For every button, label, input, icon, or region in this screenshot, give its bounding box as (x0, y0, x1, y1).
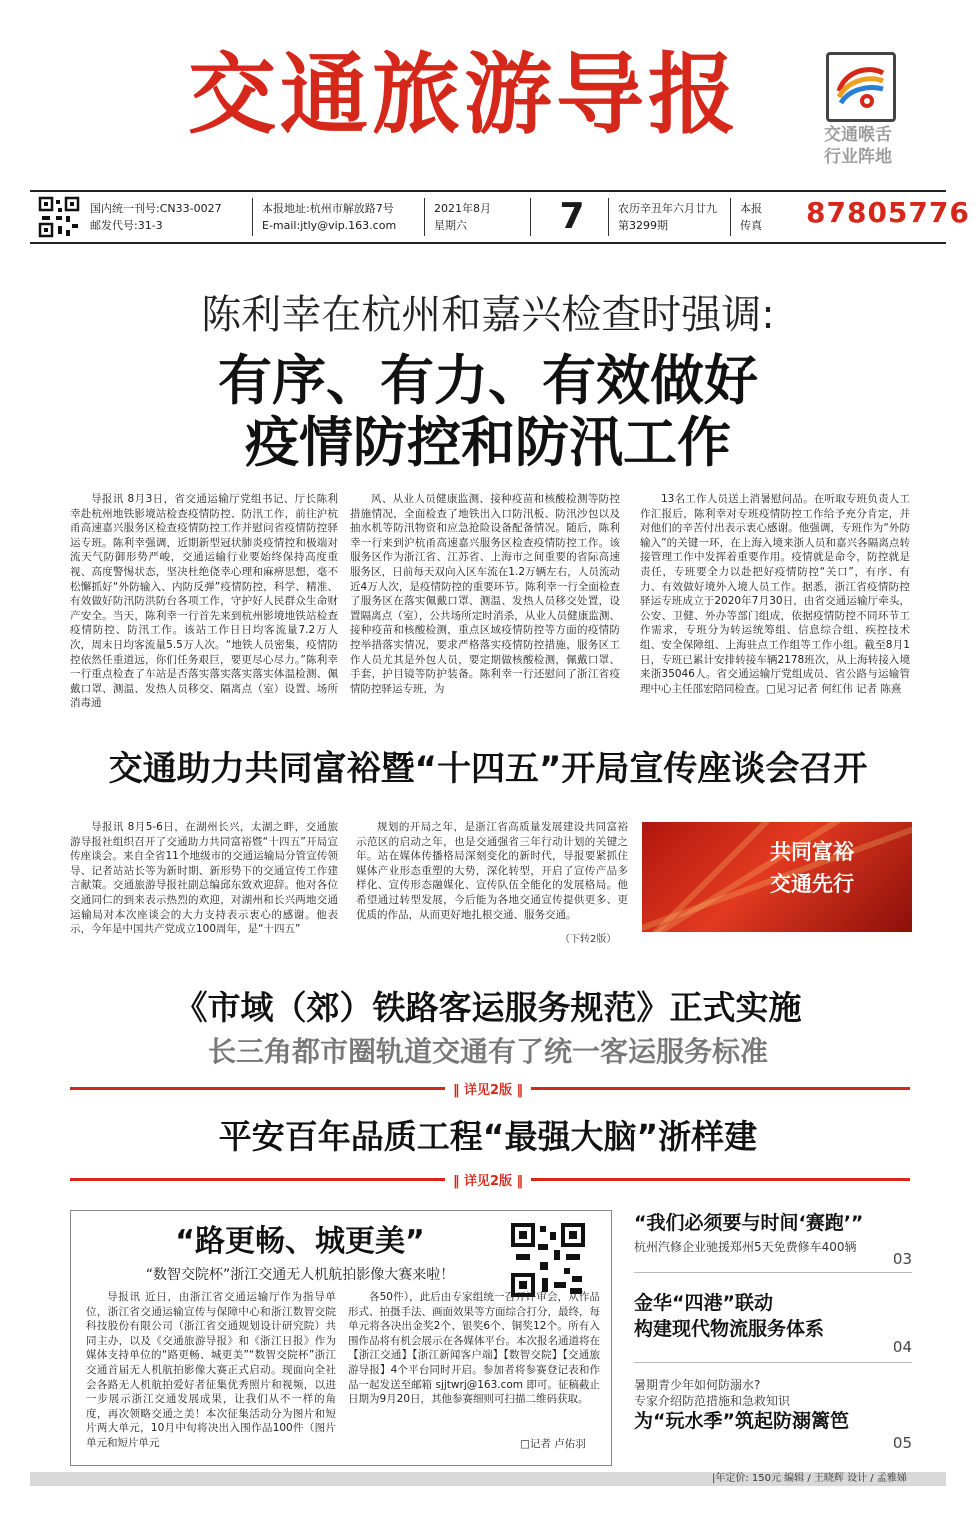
story1-column-1 (70, 492, 338, 718)
contest-col2-text: 各50件），此后由专家组统一召开评审会，从作品形式、拍摄手法、画面效果等方面综合打分，最终，每单元将各决出金奖2个、银奖6个、铜奖12个。所有入围作品将有机会展示在各媒体平台。本次报名通道将在【浙江交通】【浙江新闻客户端】【数智交院】【交通旅游导报】4个平台同时开启。参加者将参赛登记表和作品一起发送至邮箱 sjjtwrj@163.com 即可。征稿截止日期为9月20日，其他参赛细则可扫描二维码获取。 (348, 1291, 600, 1406)
contest-column-2 (348, 1290, 600, 1434)
story3-subheadline: 长三角都市圈轨道交通有了统一客运服务标准 (207, 1035, 768, 1068)
story1-headline-1[interactable]: 有序、有力、有效做好 (218, 349, 758, 412)
sidebar-3-summary-2: 专家介绍防范措施和急救知识 (634, 1394, 791, 1408)
qr-code-icon (38, 192, 84, 242)
contest-byline: □记者 卢佑羽 (520, 1438, 586, 1450)
page-number: 7 (559, 196, 585, 237)
story1-column-2 (350, 492, 620, 718)
story3-see-wrap (0, 1079, 976, 1098)
sidebar-3-summary-1: 暑期青少年如何防溺水? (634, 1378, 761, 1392)
fax-label-2: 传真 (740, 219, 762, 232)
story4-headline[interactable]: 平安百年品质工程“最强大脑”浙样建 (218, 1117, 758, 1156)
banner-line-2: 交通先行 (770, 871, 854, 896)
slogan-line-2: 行业阵地 (824, 147, 892, 167)
address: 本报地址:杭州市解放路7号 (262, 202, 394, 215)
date: 2021年8月 (434, 202, 491, 215)
fax-label (740, 192, 780, 242)
sidebar-1-page[interactable]: 03 (892, 1250, 912, 1268)
sidebar-3-page[interactable]: 05 (892, 1434, 912, 1452)
story1-col2-text: 风、从业人员健康监测、接种疫苗和核酸检测等防控措施情况，全面检查了地铁出入口防汛板、防汛沙包以及抽水机等防汛物资和应急抢险设备配备情况。随后，陈利幸一行来到沪杭甬高速嘉兴服务区检查疫情防控工作。该服务区作为浙江省、江苏省、上海市之间重要的省际高速服务区，日前每天双向入区车流在1.2万辆左右，人员流动近4万人次，是疫情防控的重要环节。陈利幸一行全面检查了服务区在落实佩戴口罩、测温、发热人员移交处置，设置隔离点（室），公共场所定时消杀，从业人员健康监测、接种疫苗和核酸检测，重点区域疫情防控等方面的疫情防控举措落实情况，要求严格落实疫情防控措施，服务区工作人员尤其是外包人员，要定期做核酸检测，佩戴口罩、手套，护目镜等防护装备。陈利幸一行还慰问了浙江省疫情防控驿运专班，为 (350, 493, 620, 695)
story1-col1-text: 导报讯 8月3日，省交通运输厅党组书记、厅长陈利幸赴杭州地铁影境站检查疫情防控、防汛工作，前往沪杭甬高速嘉兴服务区检查疫情防控工作并慰问省疫情防控驿运专班。陈利幸强调，近期新型冠状肺炎疫情控和极端对流天气防御形势严峻，交通运输行业要始终保持高度重视、高度警惕状态，坚决杜绝侥幸心理和麻痹思想，毫不松懈抓好“外防输入、内防反弹”疫情防控，科学、精准、有效做好防汛防洪防台各项工作，守护好人民群众生命财产安全。当天，陈利幸一行首先来到杭州影境地铁站检查疫情防控、防汛工作。该站工作日日均客流量7.2万人次，周末日均客流量5.5万人次。“地铁人员密集，疫情防控依然任重道远，你们任务艰巨，要更尽心尽力。”陈利幸一行重点检查了车站是否落实落实落实落实体温检测、佩戴口罩、测温、发热人员移交、隔离点（室）设置、场所消毒通 (70, 493, 338, 710)
newspaper-logo-icon (826, 52, 896, 122)
story2-column-1 (70, 820, 338, 946)
masthead-title: 交通旅游导报 (188, 42, 741, 146)
issue-number: 第3299期 (618, 219, 668, 232)
banner-text (722, 836, 902, 900)
info-bar (30, 190, 970, 244)
story1-column-3 (640, 492, 910, 718)
story1-col3-text: 13名工作人员送上消暑慰问品。在听取专班负责人工作汇报后，陈利幸对专班疫情防控工作给予充分肯定，并对他们的辛苦付出表示衷心感谢。他强调，专班作为“外防输入”的关键一环，在上海入境来浙人员和嘉兴各隔离点转接管理工作中发挥着重要作用。疫情就是命令，防控就是责任，专班要全力以赴把好疫情防控“关口”，有序、有力、有效做好境外入境人员工作。据悉，浙江省疫情防控驿运专班成立于2020年7月30日，由省交通运输厅牵头，公安、卫健、外办等部门组成，依据疫情防控不同环节工作需求，专班分为转运统筹组、信息综合组、疾控技术组、安全保障组、上海驻点工作组等工作小组。截至8月1日，专班已累计安排转接车辆2178班次，从上海转接入境来浙35046人。省交通运输厅党组成员、省公路与运输管理中心主任邵宏陪同检查。□见习记者 何红伟 记者 陈熹 (640, 493, 910, 695)
story4-see-page[interactable]: ‖ 详见2版 ‖ (445, 1174, 531, 1189)
footer-credits: |年定价: 150元 编辑 / 王晓辉 设计 / 孟雅娣 (712, 1473, 907, 1484)
story2-banner-image (642, 822, 912, 932)
contest-headline[interactable]: “路更畅、城更美” (175, 1224, 425, 1259)
sidebar-2-title-1[interactable]: 金华“四港”联动 (634, 1292, 773, 1314)
contest-qr-code-icon[interactable] (510, 1222, 586, 1298)
sidebar-3-title[interactable]: 为“玩水季”筑起防溺篱笆 (634, 1410, 849, 1432)
fax-label-1: 本报 (740, 202, 762, 215)
story2-headline[interactable]: 交通助力共同富裕暨“十四五”开局宣传座谈会召开 (108, 749, 868, 789)
masthead-slogan (798, 124, 918, 168)
banner-line-1: 共同富裕 (770, 839, 854, 864)
story3-headline[interactable]: 《市域（郊）铁路客运服务规范》正式实施 (174, 988, 802, 1027)
issn-block (90, 192, 260, 242)
story2-col1-text: 导报讯 8月5-6日，在湖州长兴，太湖之畔，交通旅游导报社组织召开了交通助力共同富裕暨“十四五”开局宣传座谈会。来自全省11个地级市的交通运输局分管宣传领导、记者站站长等为新时期、新形势下的交通宣传工作建言献策。交通旅游导报社副总编邱东致欢迎辞。他对各位交通同仁的到来表示热烈的欢迎，对湖州和长兴两地交通运输局对本次座谈会的大力支持表示衷心的感谢。他表示，今年是中国共产党成立100周年，是“十四五” (70, 821, 338, 936)
sidebar-1-title[interactable]: “我们必须要与时间‘赛跑’” (634, 1212, 864, 1234)
contest-subheadline: “数智交院杯”浙江交通无人机航拍影像大赛来啦！ (145, 1267, 455, 1283)
story1-kicker: 陈利幸在杭州和嘉兴检查时强调: (201, 292, 775, 338)
date-block (434, 192, 534, 242)
sidebar-2-title-2[interactable]: 构建现代物流服务体系 (634, 1318, 825, 1340)
story1-headline-2[interactable]: 疫情防控和防汛工作 (245, 411, 731, 474)
story2-col2-text: 规划的开局之年，是浙江省高质量发展建设共同富裕示范区的启动之年，也是交通强省三年行动计划的关键之年。站在媒体传播格局深刻变化的新时代，导报要紧抓住媒体产业形态重塑的大势，深化转型，开启了宣传产品多样化、宣传形态融媒化、宣传队伍全能化的发展格局。他希望通过转型发展，今后能为各地交通宣传提供更多、更优质的作品，从而更好地扎根交通、服务交通。 (356, 821, 628, 921)
contest-col1-text: 导报讯 近日，由浙江省交通运输厅作为指导单位，浙江省交通运输宣传与保障中心和浙江数智交院科技股份有限公司（浙江省交通规划设计研究院）共同主办，以及《交通旅游导报》和《浙江日报》作为媒体支持单位的“路更畅、城更美”“数智交院杯”浙江交通首届无人机航拍影像大赛正式启动。现面向全社会各路无人机航拍爱好者征集优秀照片和视频，以进一步展示浙江交通发展成果，让我们从不一样的角度，再次领略交通之美！本次征集活动分为图片和短片两大单元，10月中旬将决出入围作品100件（图片单元和短片单元 (86, 1291, 336, 1449)
slogan-line-1: 交通喉舌 (824, 125, 892, 145)
story2-column-2 (356, 820, 628, 924)
issn: 国内统一刊号:CN33-0027 (90, 202, 222, 215)
fax-number: 87805776 (806, 196, 970, 229)
lunar-block (618, 192, 748, 242)
sidebar-2-page[interactable]: 04 (892, 1338, 912, 1356)
story4-see-wrap (0, 1170, 976, 1189)
story3-see-page[interactable]: ‖ 详见2版 ‖ (445, 1083, 531, 1098)
weekday: 星期六 (434, 219, 467, 232)
contest-column-1 (86, 1290, 336, 1458)
address-block (262, 192, 442, 242)
lunar-date: 农历辛丑年六月廿九 (618, 202, 717, 215)
story2-continue[interactable]: （下转2版） (560, 934, 617, 945)
sidebar-divider-2 (634, 1362, 912, 1363)
sidebar-divider-1 (634, 1272, 912, 1273)
sidebar-1-summary: 杭州汽修企业驰援郑州5天免费修车400辆 (634, 1240, 857, 1254)
email: E-mail:jtly@vip.163.com (262, 219, 397, 232)
postal-code: 邮发代号:31-3 (90, 219, 163, 232)
